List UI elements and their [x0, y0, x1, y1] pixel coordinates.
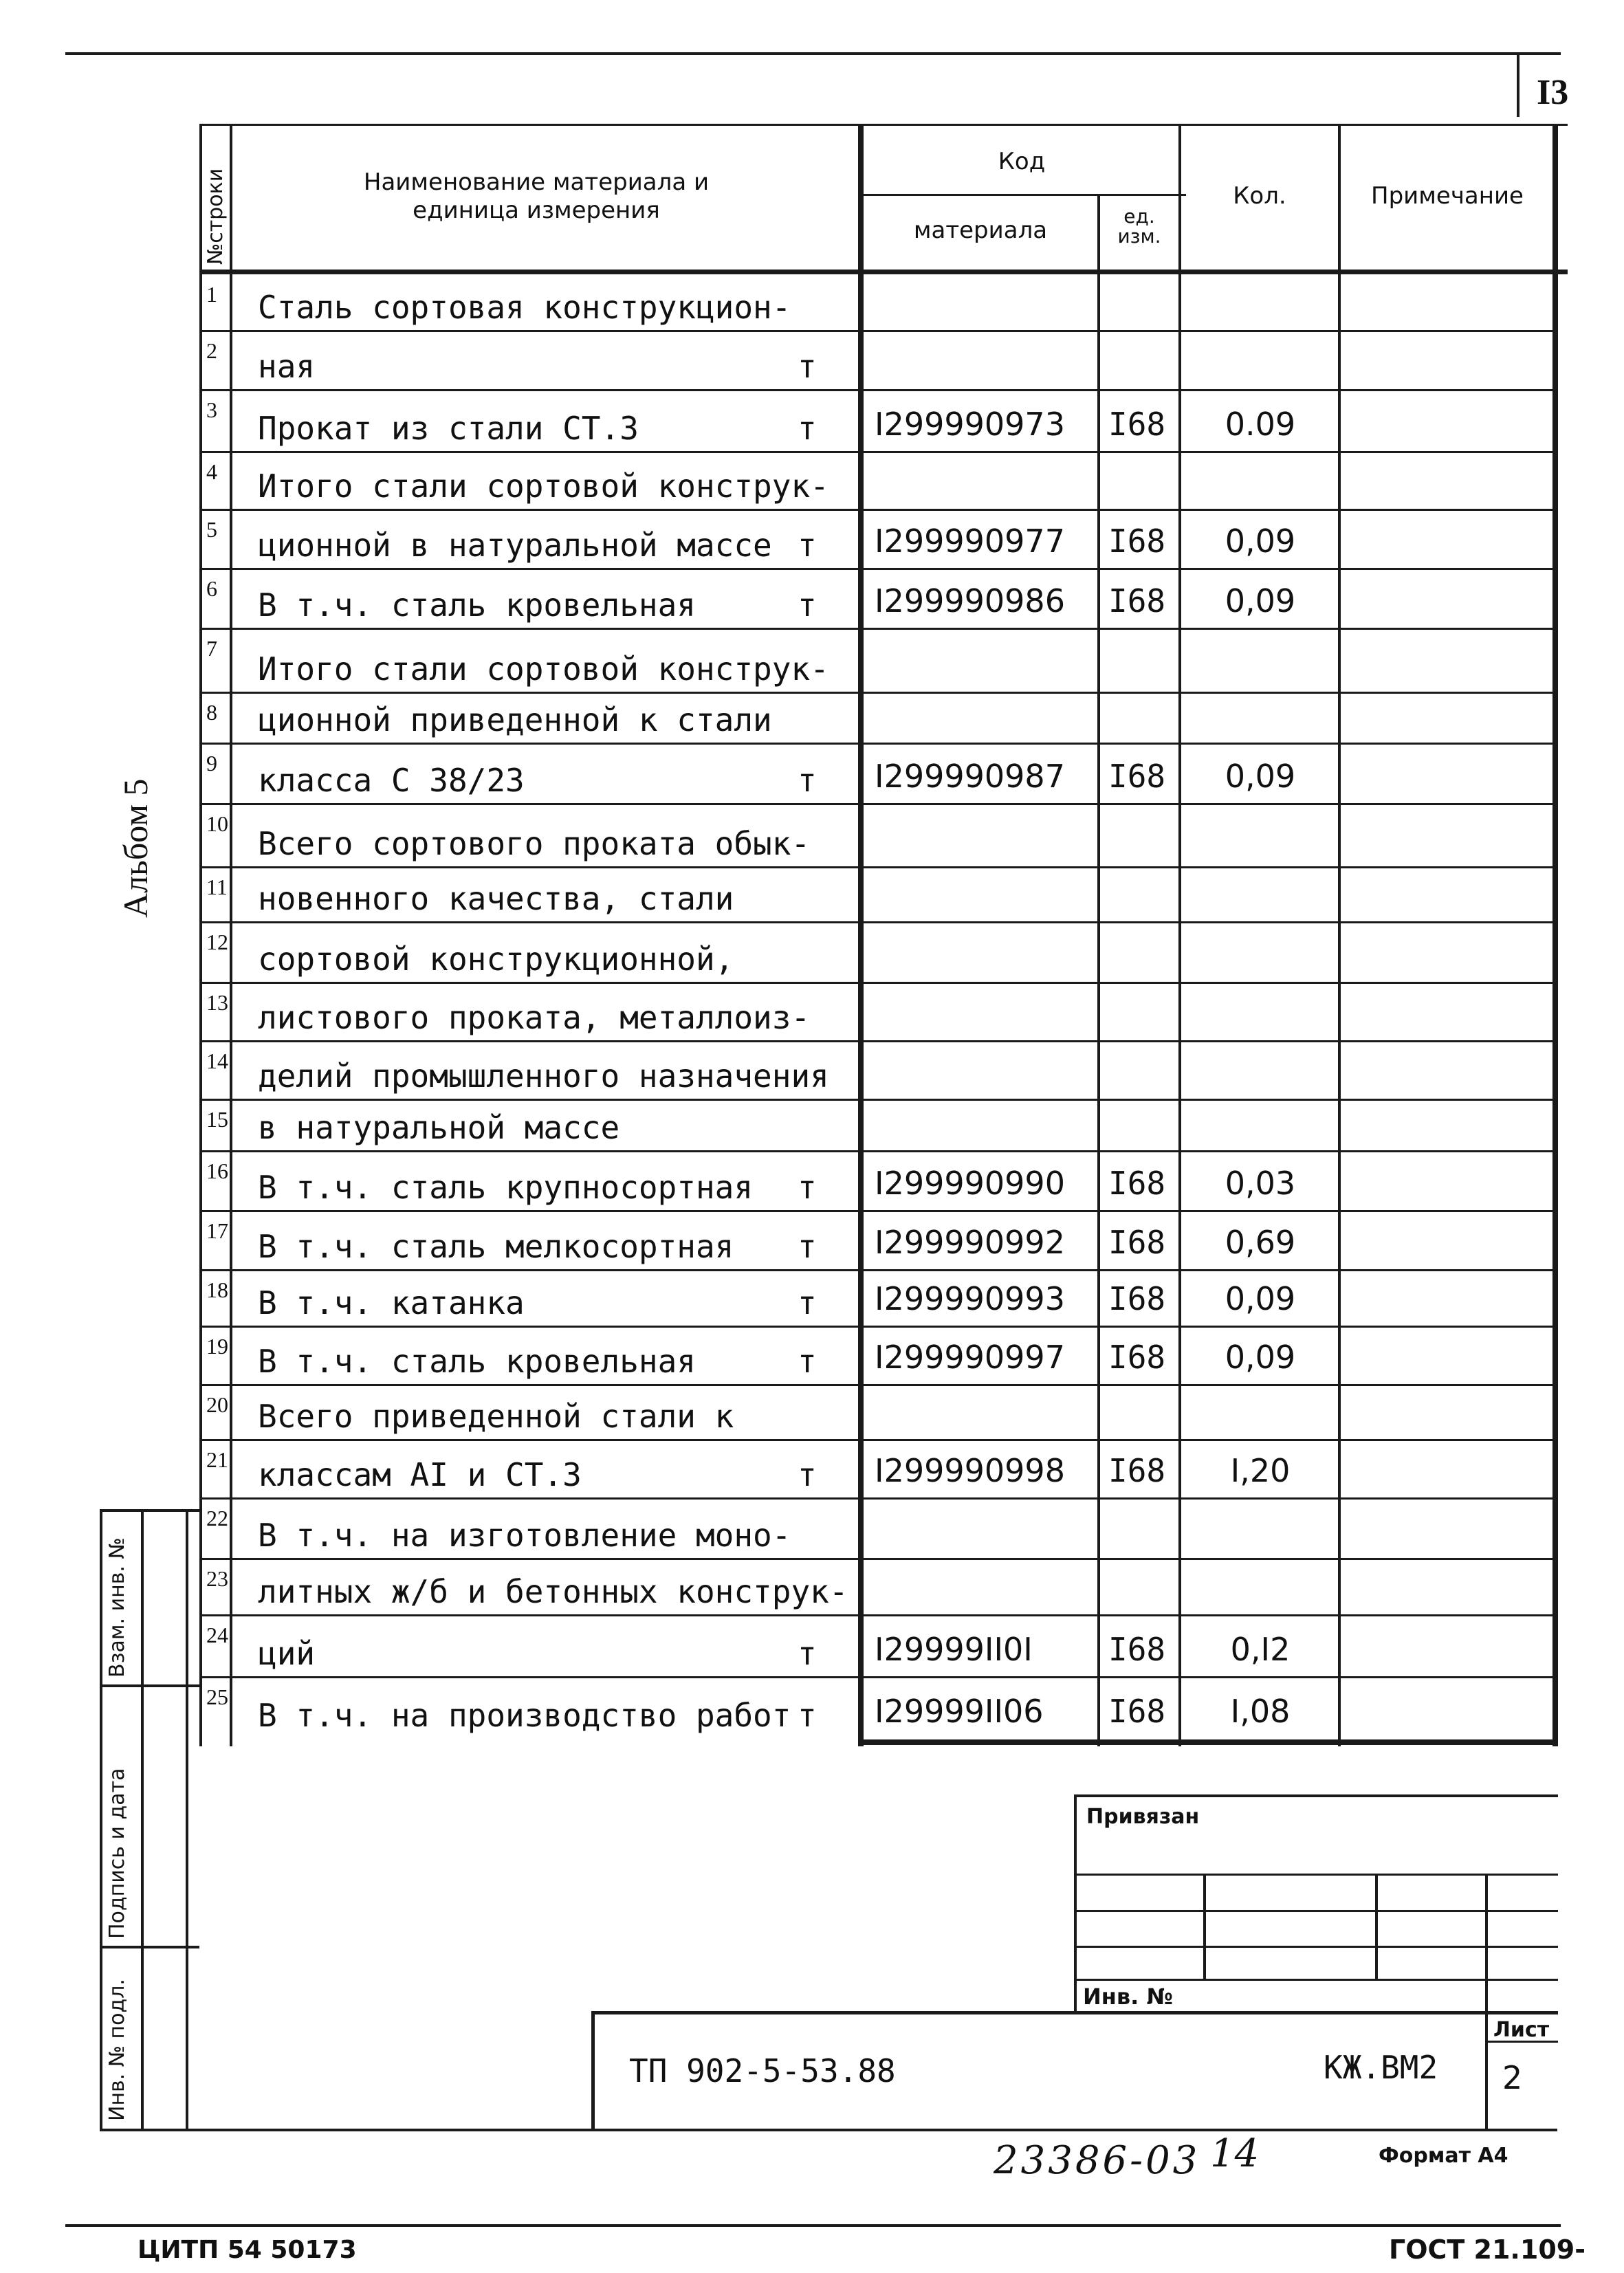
row-measure-unit: т — [798, 762, 817, 799]
row-quantity: 0.09 — [1225, 406, 1296, 443]
row-material-code: I299990973 — [875, 406, 1065, 443]
row-number: 14 — [206, 1048, 228, 1073]
row-quantity: 0,09 — [1225, 1339, 1296, 1376]
row-number: 12 — [206, 930, 228, 954]
row-separator — [199, 1384, 1558, 1386]
row-name: класса С 38/23 — [258, 762, 525, 799]
col-line-unit-left — [1097, 194, 1100, 1746]
row-unit-code: I68 — [1108, 1339, 1166, 1376]
row-number: 6 — [206, 576, 217, 601]
album-label: Альбом 5 — [116, 778, 155, 918]
row-measure-unit: т — [798, 586, 817, 624]
row-name: В т.ч. сталь кровельная — [258, 586, 696, 624]
row-material-code: I299990990 — [875, 1165, 1065, 1202]
row-measure-unit: т — [798, 1635, 817, 1672]
row-name: ционной приведенной к стали — [258, 701, 772, 738]
format-label: Формат А4 — [1379, 2144, 1508, 2168]
row-name: ная — [258, 348, 316, 385]
row-separator — [199, 1269, 1558, 1271]
row-number: 7 — [206, 636, 217, 661]
col-line-rownum-left — [199, 124, 202, 1746]
row-material-code: I299990992 — [875, 1224, 1065, 1261]
corner-tick — [1517, 55, 1519, 117]
row-quantity: 0,09 — [1225, 523, 1296, 560]
side-stamp-right — [186, 1509, 188, 2131]
header-bottom-border — [199, 270, 1568, 274]
row-measure-unit: т — [798, 1284, 817, 1321]
row-quantity: I,08 — [1230, 1693, 1291, 1730]
row-number: 9 — [206, 751, 217, 776]
row-name: Всего сортового проката обык- — [258, 825, 811, 862]
row-separator — [199, 743, 1558, 745]
row-quantity: 0,09 — [1225, 1280, 1296, 1317]
row-unit-code: I68 — [1108, 1280, 1166, 1317]
side-stamp-vzam: Взам. инв. № — [105, 1537, 129, 1678]
row-number: 17 — [206, 1218, 228, 1243]
row-number: 10 — [206, 811, 228, 836]
row-separator — [199, 1150, 1558, 1152]
tb-inv-no-label: Инв. № — [1083, 1984, 1173, 2010]
row-separator — [199, 389, 1558, 391]
side-stamp-left — [100, 1509, 102, 2131]
handwritten-page: 14 — [1210, 2131, 1260, 2176]
side-stamp-bottom — [100, 2129, 1557, 2131]
row-name: новенного качества, стали — [258, 880, 734, 917]
row-number: 8 — [206, 700, 217, 725]
row-separator — [199, 921, 1558, 923]
row-number: 4 — [206, 459, 217, 484]
row-quantity: 0,03 — [1225, 1165, 1296, 1202]
row-number: 5 — [206, 517, 217, 542]
row-separator — [199, 330, 1558, 332]
row-number: 21 — [206, 1447, 228, 1472]
subheader-divider — [859, 194, 1186, 196]
standard: ГОСТ 21.109- — [1389, 2234, 1585, 2265]
row-separator — [199, 568, 1558, 570]
row-unit-code: I68 — [1108, 523, 1166, 560]
row-material-code: I299990998 — [875, 1452, 1065, 1489]
row-name: В т.ч. сталь мелкосортная — [258, 1228, 734, 1265]
row-material-code: I299990993 — [875, 1280, 1065, 1317]
row-number: 20 — [206, 1392, 228, 1417]
row-name: В т.ч. на производство работ — [258, 1697, 791, 1734]
tb-sheet-label: Лист — [1493, 2018, 1550, 2042]
top-rule — [65, 52, 1561, 55]
col-line-rownum-right — [230, 124, 232, 1746]
row-separator — [199, 1676, 1558, 1678]
row-measure-unit: т — [798, 348, 817, 385]
row-name: Всего приведенной стали к — [258, 1398, 734, 1435]
row-quantity: 0,69 — [1225, 1224, 1296, 1261]
row-measure-unit: т — [798, 527, 817, 564]
side-stamp-inv: Инв. № подл. — [105, 1979, 129, 2121]
row-material-code: I299990987 — [875, 758, 1065, 795]
col-line-note-left — [1338, 124, 1341, 1746]
row-material-code: I299990997 — [875, 1339, 1065, 1376]
row-material-code: I29999II0I — [875, 1631, 1033, 1668]
row-name: В т.ч. катанка — [258, 1284, 525, 1321]
row-quantity: 0,09 — [1225, 758, 1296, 795]
header-name: Наименование материала и единица измерения — [363, 168, 710, 224]
row-quantity: 0,I2 — [1230, 1631, 1291, 1668]
tb-grid-v3 — [1485, 1874, 1488, 2131]
header-row-number: №строки — [204, 168, 228, 265]
row-separator — [199, 1497, 1558, 1500]
row-number: 3 — [206, 397, 217, 422]
row-measure-unit: т — [798, 1169, 817, 1206]
row-measure-unit: т — [798, 1228, 817, 1265]
row-name: Прокат из стали СТ.3 — [258, 410, 639, 447]
row-unit-code: I68 — [1108, 1452, 1166, 1489]
side-stamp-sign: Подпись и дата — [105, 1768, 129, 1939]
col-line-qty-left — [1178, 124, 1181, 1746]
publisher: ЦИТП 54 50173 — [138, 2236, 357, 2264]
row-separator — [199, 803, 1558, 805]
col-line-code-left — [858, 124, 864, 1746]
table-top-border — [199, 124, 1568, 126]
side-stamp-top — [100, 1509, 199, 1512]
row-measure-unit: т — [798, 410, 817, 447]
row-name: Итого стали сортовой конструк- — [258, 468, 829, 505]
row-separator — [199, 1099, 1558, 1101]
row-material-code: I29999II06 — [875, 1693, 1044, 1730]
tb-main-top — [591, 2011, 1558, 2014]
row-number: 13 — [206, 990, 228, 1015]
row-number: 1 — [206, 282, 217, 307]
row-unit-code: I68 — [1108, 758, 1166, 795]
row-separator — [199, 451, 1558, 453]
row-number: 16 — [206, 1159, 228, 1183]
row-name: литных ж/б и бетонных конструк- — [258, 1573, 848, 1610]
table-bottom-border — [858, 1739, 1558, 1745]
row-name: В т.ч. сталь крупносортная — [258, 1169, 754, 1206]
tb-doc-code: КЖ.ВМ2 — [1324, 2049, 1438, 2086]
header-note: Примечание — [1371, 182, 1524, 210]
row-measure-unit: т — [798, 1697, 817, 1734]
row-name: В т.ч. сталь кровельная — [258, 1343, 696, 1380]
row-name: Сталь сортовая конструкцион- — [258, 289, 791, 326]
row-number: 24 — [206, 1623, 228, 1647]
row-quantity: 0,09 — [1225, 582, 1296, 619]
row-separator — [199, 1326, 1558, 1328]
row-separator — [199, 1210, 1558, 1212]
row-material-code: I299990977 — [875, 523, 1065, 560]
tb-grid-v1 — [1203, 1874, 1206, 1980]
row-separator — [199, 866, 1558, 868]
side-stamp-div2 — [100, 1946, 199, 1948]
row-name: в натуральной массе — [258, 1109, 620, 1146]
side-stamp-mid — [141, 1509, 144, 2131]
row-unit-code: I68 — [1108, 582, 1166, 619]
row-unit-code: I68 — [1108, 1693, 1166, 1730]
row-name: Итого стали сортовой конструк- — [258, 650, 829, 688]
row-quantity: I,20 — [1230, 1452, 1291, 1489]
row-unit-code: I68 — [1108, 1165, 1166, 1202]
row-separator — [199, 1614, 1558, 1616]
row-separator — [199, 509, 1558, 511]
row-separator — [199, 1439, 1558, 1441]
row-material-code: I299990986 — [875, 582, 1065, 619]
tb-sheet-number: 2 — [1502, 2059, 1523, 2096]
col-line-right — [1552, 124, 1558, 1746]
tb-privyazan-top — [1074, 1794, 1558, 1797]
row-name: делий промышленного назначения — [258, 1057, 829, 1095]
row-name: листового проката, металлоиз- — [258, 999, 811, 1036]
row-unit-code: I68 — [1108, 1631, 1166, 1668]
row-number: 18 — [206, 1277, 228, 1302]
row-measure-unit: т — [798, 1343, 817, 1380]
row-name: В т.ч. на изготовление моно- — [258, 1517, 791, 1554]
row-separator — [199, 982, 1558, 984]
bottom-rule — [65, 2224, 1561, 2227]
tb-main-left — [591, 2011, 595, 2131]
row-separator — [199, 1040, 1558, 1042]
tb-grid-v2 — [1375, 1874, 1378, 1980]
row-number: 15 — [206, 1107, 228, 1132]
row-name: классам АI и СТ.3 — [258, 1456, 582, 1493]
row-name: сортовой конструкционной, — [258, 941, 734, 978]
row-number: 11 — [206, 875, 228, 899]
row-separator — [199, 1558, 1558, 1560]
row-name: ционной в натуральной массе — [258, 527, 772, 564]
side-stamp-div1 — [100, 1684, 199, 1687]
row-unit-code: I68 — [1108, 406, 1166, 443]
row-number: 23 — [206, 1566, 228, 1591]
header-code: Код — [998, 148, 1046, 175]
row-number: 25 — [206, 1684, 228, 1709]
handwritten-number: 23386-03 — [994, 2138, 1200, 2183]
header-unit: ед. изм. — [1117, 205, 1161, 248]
row-separator — [199, 692, 1558, 694]
row-separator — [199, 628, 1558, 630]
row-name: ций — [258, 1635, 316, 1672]
row-number: 22 — [206, 1506, 228, 1530]
sheet-corner-number: I3 — [1537, 73, 1569, 112]
row-number: 19 — [206, 1334, 228, 1359]
tb-privyazan-label: Привязан — [1086, 1805, 1200, 1829]
row-unit-code: I68 — [1108, 1224, 1166, 1261]
row-number: 2 — [206, 338, 217, 363]
tb-doc-number: ТП 902-5-53.88 — [629, 2052, 896, 2089]
header-qty: Кол. — [1233, 182, 1286, 210]
row-measure-unit: т — [798, 1456, 817, 1493]
header-material: материала — [913, 217, 1048, 244]
